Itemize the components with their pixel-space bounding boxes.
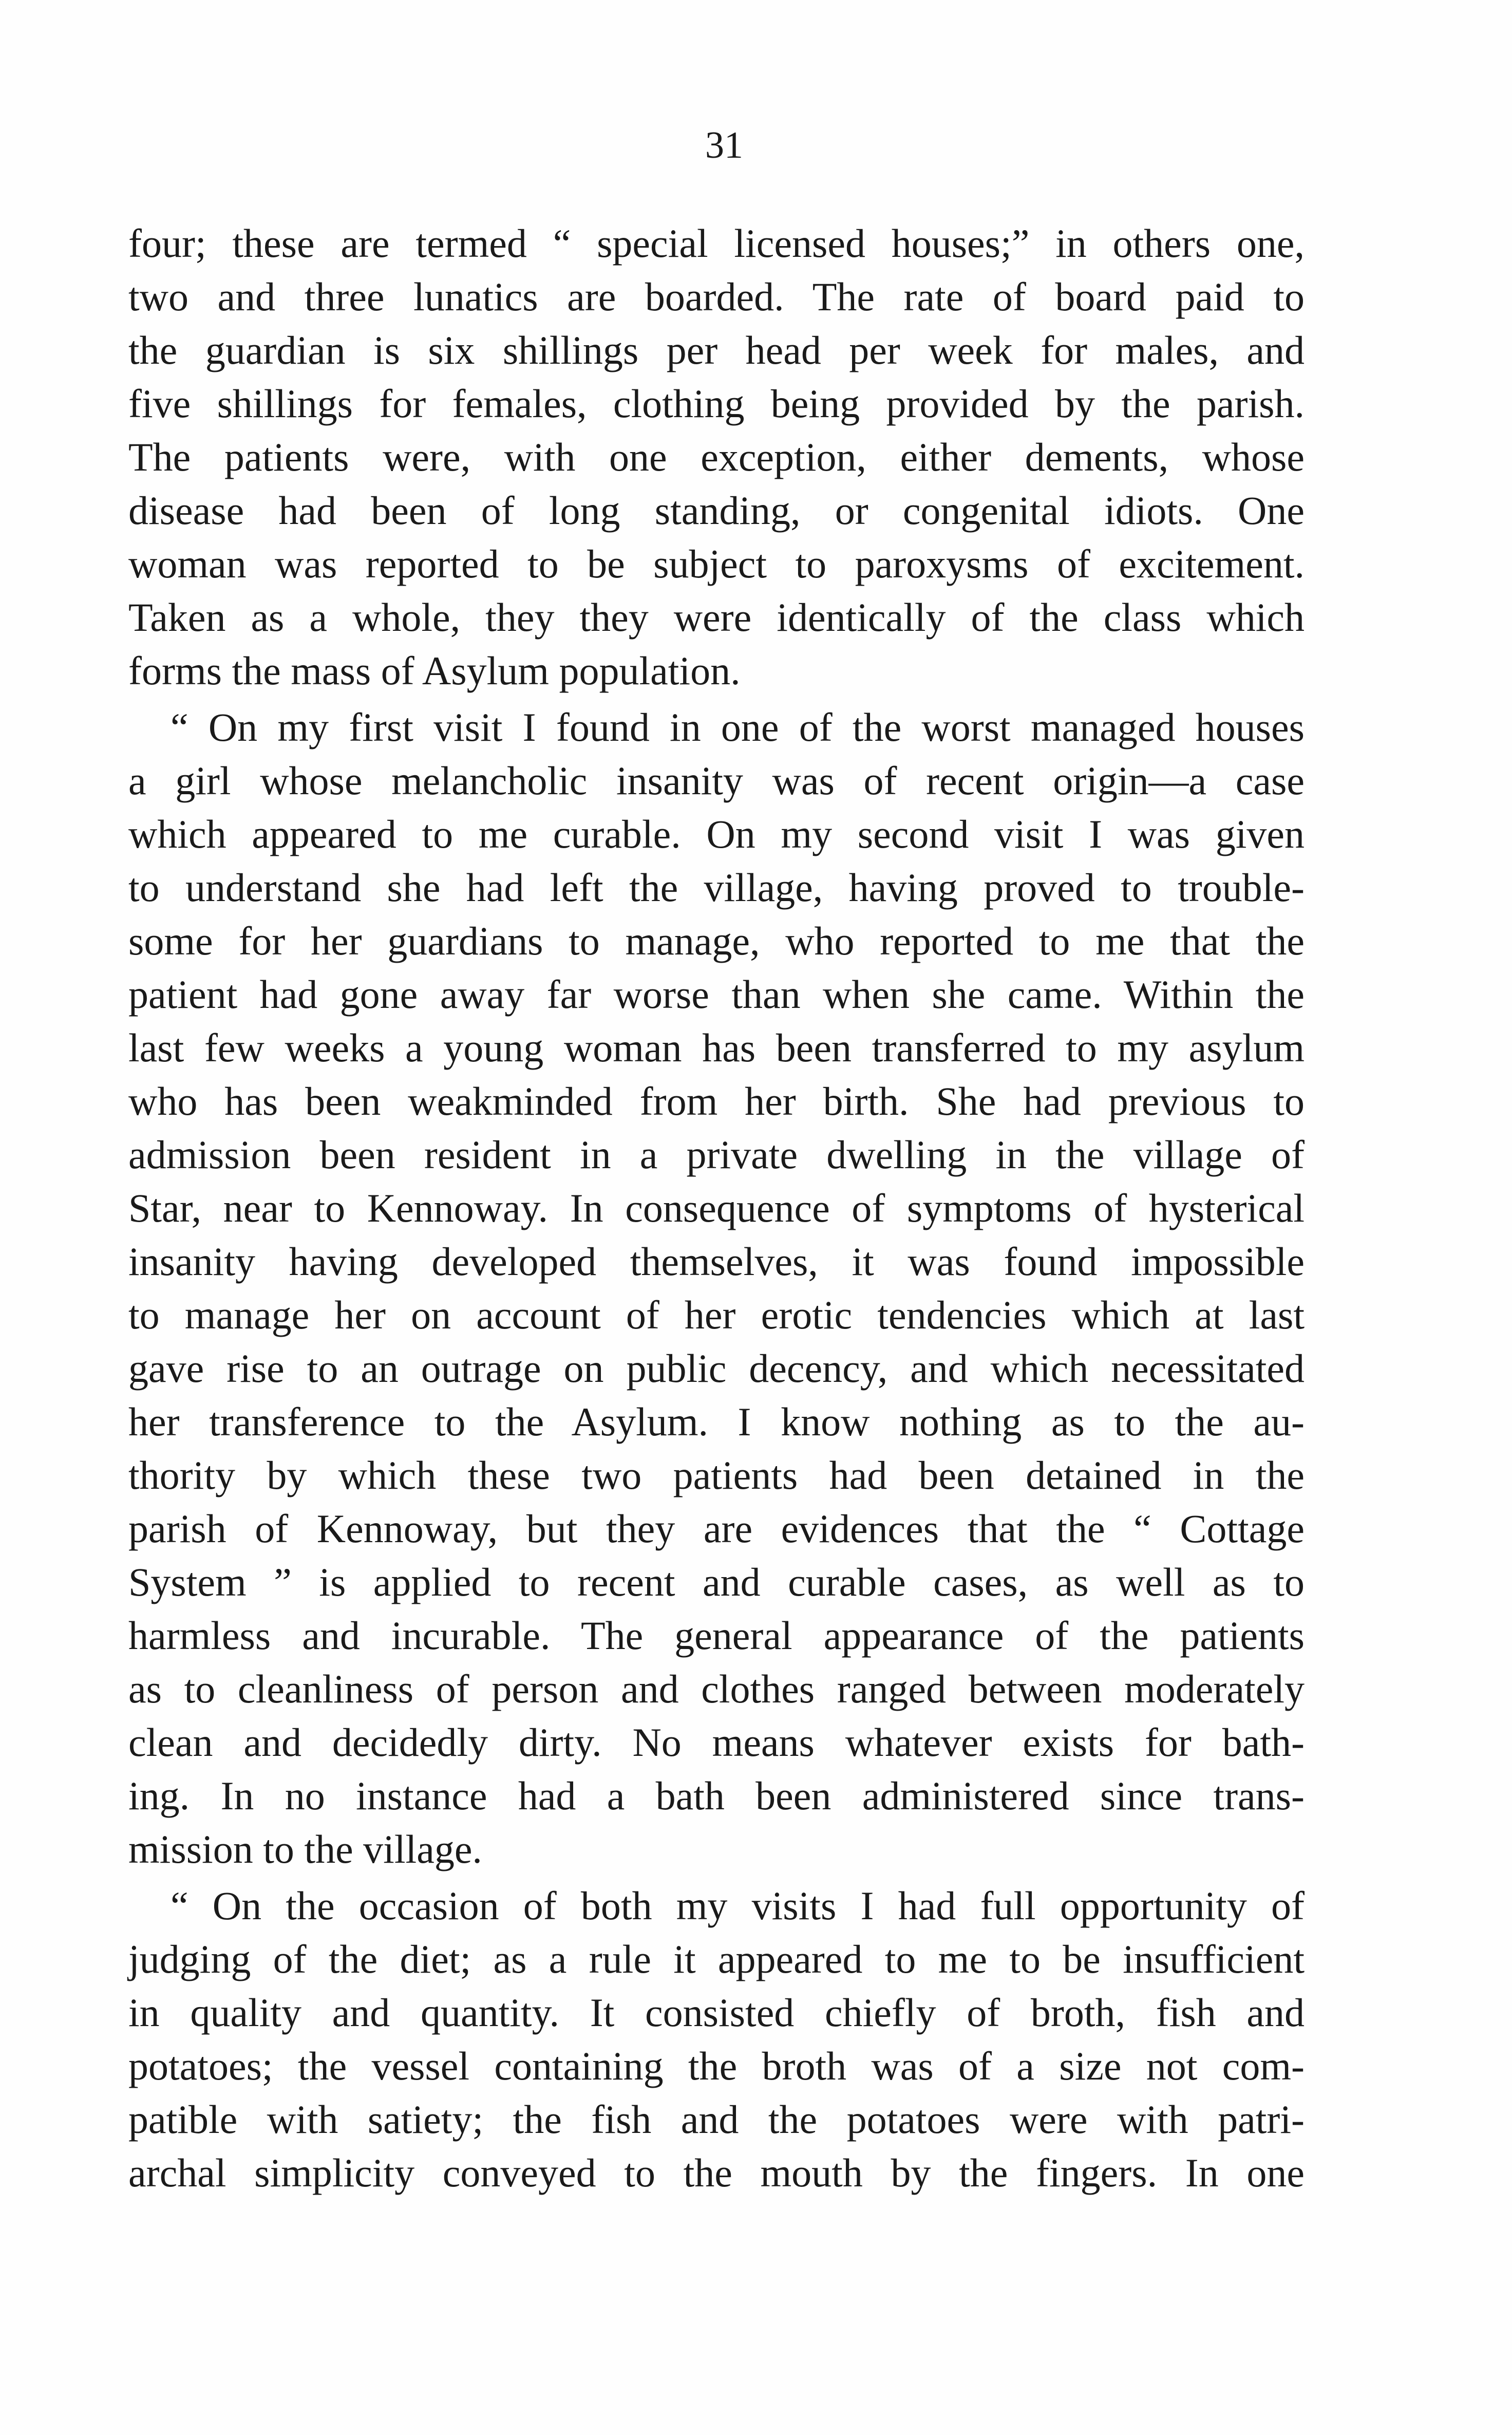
text-line: judging of the diet; as a rule it appeared to me to be insufficient bbox=[128, 1937, 1305, 1981]
text-line: harmless and incurable. The general appearance of the patients bbox=[128, 1613, 1305, 1658]
text-line: potatoes; the vessel containing the broth was of a size not com- bbox=[128, 2044, 1305, 2088]
text-line: “ On the occasion of both my visits I had full opportunity of bbox=[171, 1883, 1305, 1928]
text-line: System ” is applied to recent and curable cases, as well as to bbox=[128, 1560, 1305, 1604]
text-line: “ On my first visit I found in one of the worst managed houses bbox=[171, 705, 1305, 750]
text-line: a girl whose melancholic insanity was of recent origin—a case bbox=[128, 758, 1305, 803]
text-line: four; these are termed “ special licensed houses;” in others one, bbox=[128, 221, 1305, 266]
text-line: which appeared to me curable. On my second visit I was given bbox=[128, 812, 1305, 856]
text-line: Taken as a whole, they they were identically of the class which bbox=[128, 595, 1305, 640]
text-line: disease had been of long standing, or congenital idiots. One bbox=[128, 488, 1305, 533]
text-line: clean and decidedly dirty. No means whatever exists for bath- bbox=[128, 1720, 1305, 1765]
text-line: who has been weakminded from her birth. She had previous to bbox=[128, 1079, 1305, 1123]
text-line: thority by which these two patients had been detained in the bbox=[128, 1453, 1305, 1497]
text-line: ing. In no instance had a bath been administered since trans- bbox=[128, 1773, 1305, 1818]
text-line: the guardian is six shillings per head per week for males, and bbox=[128, 328, 1305, 372]
text-line: The patients were, with one exception, either dements, whose bbox=[128, 435, 1305, 479]
text-line: admission been resident in a private dwelling in the village of bbox=[128, 1132, 1305, 1177]
text-line: five shillings for females, clothing being provided by the parish. bbox=[128, 381, 1305, 426]
body-text bbox=[128, 217, 1305, 2200]
text-line: patient had gone away far worse than when she came. Within the bbox=[128, 972, 1305, 1017]
text-line: parish of Kennoway, but they are evidences that the “ Cottage bbox=[128, 1506, 1305, 1551]
text-line: in quality and quantity. It consisted chiefly of broth, fish and bbox=[128, 1990, 1305, 2035]
paragraph-2 bbox=[128, 701, 1305, 1876]
text-line: insanity having developed themselves, it was found impossible bbox=[128, 1239, 1305, 1284]
text-line: Star, near to Kennoway. In consequence of symptoms of hysterical bbox=[128, 1186, 1305, 1230]
text-line: forms the mass of Asylum population. bbox=[128, 648, 741, 693]
text-line: last few weeks a young woman has been transferred to my asylum bbox=[128, 1025, 1305, 1070]
text-line: patible with satiety; the fish and the potatoes were with patri- bbox=[128, 2097, 1305, 2142]
text-line: archal simplicity conveyed to the mouth by the fingers. In one bbox=[128, 2150, 1305, 2195]
text-line: mission to the village. bbox=[128, 1827, 482, 1871]
text-line: to understand she had left the village, having proved to trouble- bbox=[128, 865, 1305, 910]
page-number: 31 bbox=[705, 124, 743, 166]
text-line: gave rise to an outrage on public decency, and which necessitated bbox=[128, 1346, 1305, 1391]
text-line: her transference to the Asylum. I know nothing as to the au- bbox=[128, 1399, 1305, 1444]
text-line: some for her guardians to manage, who reported to me that the bbox=[128, 919, 1305, 963]
text-line: to manage her on account of her erotic tendencies which at last bbox=[128, 1293, 1305, 1337]
paragraph-3 bbox=[128, 1879, 1305, 2200]
text-line: as to cleanliness of person and clothes ranged between moderately bbox=[128, 1666, 1305, 1711]
text-line: woman was reported to be subject to paroxysms of excitement. bbox=[128, 541, 1305, 586]
text-line: two and three lunatics are boarded. The rate of board paid to bbox=[128, 274, 1305, 319]
paragraph-1 bbox=[128, 217, 1305, 698]
